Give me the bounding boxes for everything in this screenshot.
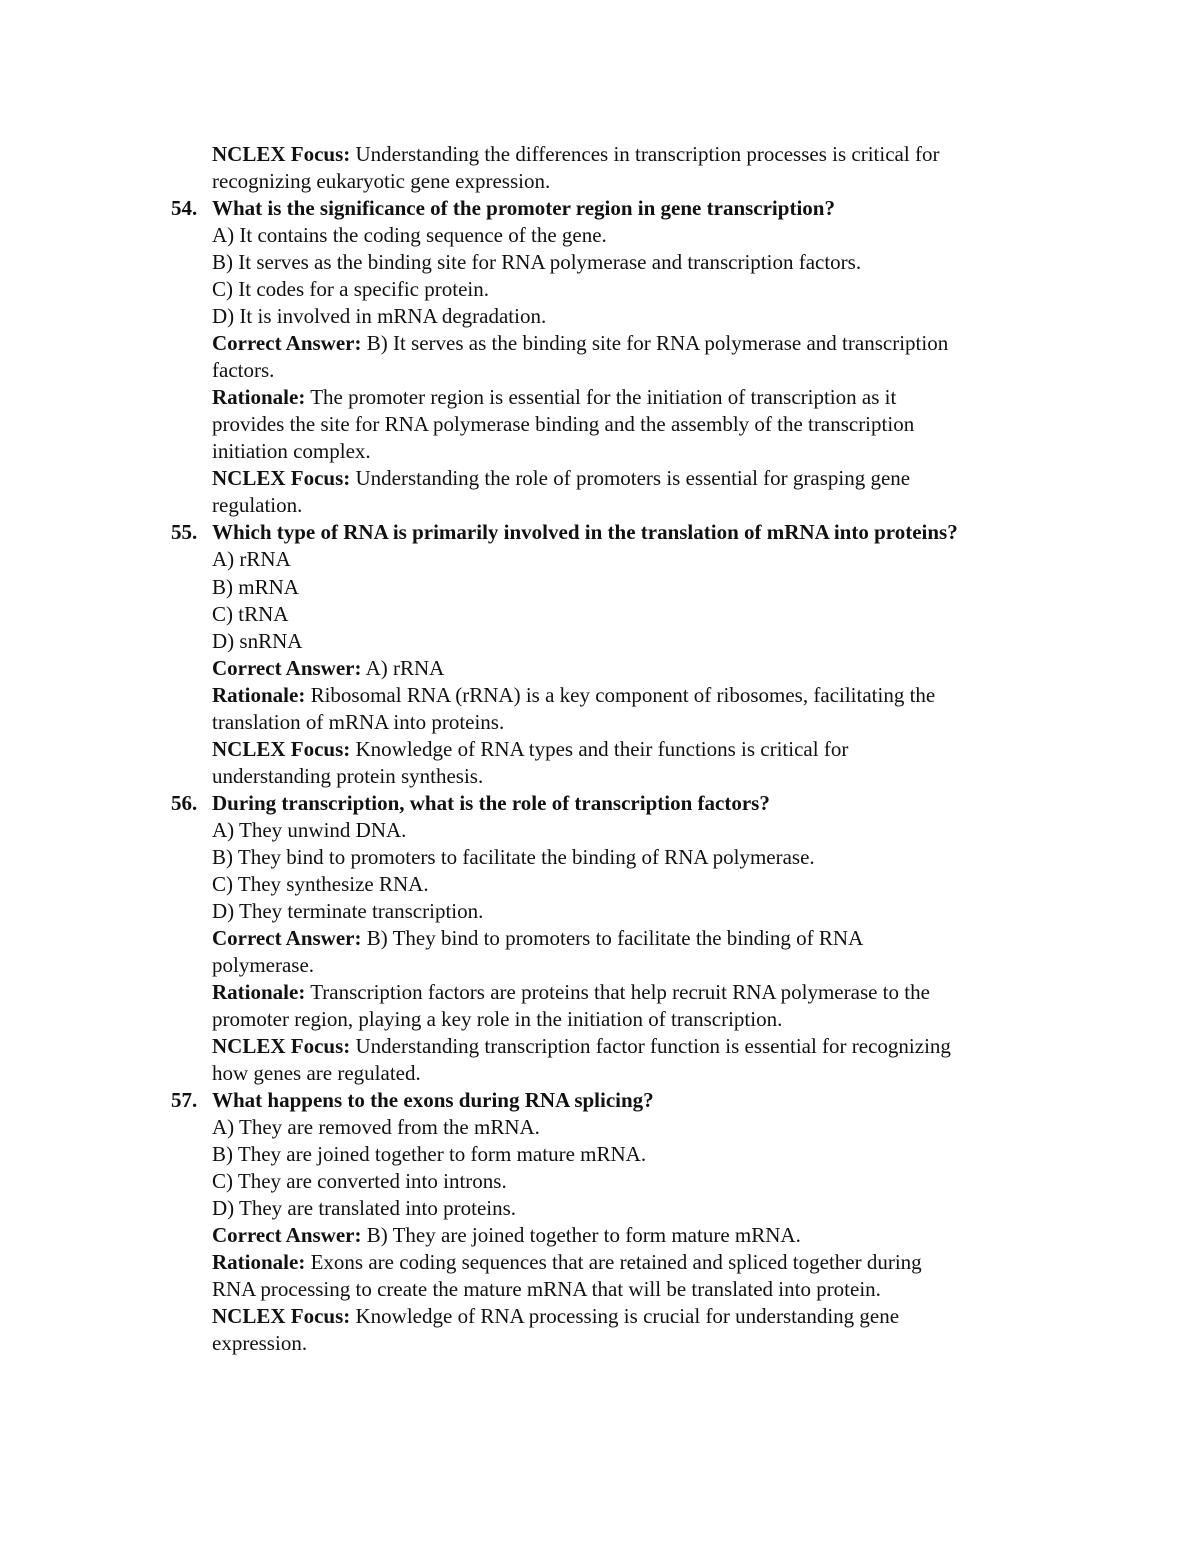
- question-heading: [0, 790, 1200, 817]
- correct-answer-text: factors.: [212, 358, 275, 383]
- question-text: What happens to the exons during RNA splicing?: [212, 1088, 654, 1113]
- nclex-focus-line: [0, 141, 1200, 168]
- question-number: 54.: [171, 196, 198, 221]
- answer-option: D) snRNA: [212, 628, 303, 653]
- answer-option: B) They are joined together to form mature mRNA.: [212, 1142, 647, 1167]
- rationale-line: [0, 384, 1200, 411]
- answer-option: C) They synthesize RNA.: [212, 871, 429, 896]
- nclex-focus-label: NCLEX Focus:: [212, 466, 351, 491]
- correct-answer-text: polymerase.: [212, 952, 315, 977]
- nclex-focus-text: Knowledge of RNA processing is crucial for understanding gene: [350, 1304, 900, 1329]
- answer-option: B) It serves as the binding site for RNA polymerase and transcription factors.: [212, 250, 862, 275]
- answer-option: C) They are converted into introns.: [212, 1169, 507, 1194]
- rationale-text: provides the site for RNA polymerase binding and the assembly of the transcription: [212, 412, 915, 437]
- rationale-label: Rationale:: [212, 979, 306, 1004]
- correct-answer-line: [0, 357, 1200, 384]
- nclex-focus-text: how genes are regulated.: [212, 1061, 421, 1086]
- question-text: Which type of RNA is primarily involved in the translation of mRNA into proteins?: [212, 520, 958, 545]
- rationale-line: [0, 1006, 1200, 1033]
- answer-option: D) They terminate transcription.: [212, 898, 484, 923]
- nclex-focus-text: Understanding the role of promoters is essential for grasping gene: [350, 466, 911, 491]
- rationale-label: Rationale:: [212, 682, 306, 707]
- nclex-focus-text: expression.: [212, 1331, 308, 1356]
- rationale-text: initiation complex.: [212, 439, 371, 464]
- correct-answer-line: [0, 952, 1200, 979]
- answer-option: D) They are translated into proteins.: [212, 1196, 517, 1221]
- rationale-label: Rationale:: [212, 1250, 306, 1275]
- rationale-line: [0, 1276, 1200, 1303]
- answer-option: A) rRNA: [212, 547, 291, 572]
- nclex-focus-text: recognizing eukaryotic gene expression.: [212, 169, 551, 194]
- rationale-line: [0, 682, 1200, 709]
- correct-answer-label: Correct Answer:: [212, 655, 362, 680]
- question-number: 56.: [171, 790, 198, 815]
- nclex-focus-line: [0, 736, 1200, 763]
- rationale-label: Rationale:: [212, 385, 306, 410]
- nclex-focus-label: NCLEX Focus:: [212, 142, 351, 166]
- correct-answer-line: [0, 1222, 1200, 1249]
- nclex-focus-line: [0, 1330, 1200, 1357]
- nclex-focus-label: NCLEX Focus:: [212, 736, 351, 761]
- answer-option: A) It contains the coding sequence of the gene.: [212, 223, 607, 248]
- answer-option: A) They are removed from the mRNA.: [212, 1115, 540, 1140]
- correct-answer-line: [0, 330, 1200, 357]
- question-number: 57.: [171, 1088, 198, 1113]
- correct-answer-line: [0, 925, 1200, 952]
- rationale-line: [0, 1249, 1200, 1276]
- rationale-line: [0, 411, 1200, 438]
- rationale-line: [0, 438, 1200, 465]
- rationale-text: Ribosomal RNA (rRNA) is a key component of ribosomes, facilitating the: [305, 682, 936, 707]
- question-text: During transcription, what is the role of transcription factors?: [212, 790, 770, 815]
- nclex-focus-text: understanding protein synthesis.: [212, 763, 484, 788]
- rationale-text: RNA processing to create the mature mRNA that will be translated into protein.: [212, 1277, 881, 1302]
- nclex-focus-line: [0, 1033, 1200, 1060]
- correct-answer-line: [0, 655, 1200, 682]
- correct-answer-text: B) They bind to promoters to facilitate the binding of RNA: [361, 925, 864, 950]
- nclex-focus-line: [0, 763, 1200, 790]
- nclex-focus-line: [0, 465, 1200, 492]
- nclex-focus-line: [0, 492, 1200, 519]
- rationale-text: Transcription factors are proteins that help recruit RNA polymerase to the: [305, 979, 930, 1004]
- correct-answer-text: B) It serves as the binding site for RNA polymerase and transcription: [361, 331, 949, 356]
- question-text: What is the significance of the promoter region in gene transcription?: [212, 196, 835, 221]
- nclex-focus-line: [0, 168, 1200, 195]
- rationale-text: Exons are coding sequences that are retained and spliced together during: [305, 1250, 922, 1275]
- nclex-focus-text: Understanding transcription factor function is essential for recognizing: [350, 1034, 951, 1059]
- answer-option: A) They unwind DNA.: [212, 817, 407, 842]
- nclex-focus-line: [0, 1303, 1200, 1330]
- nclex-focus-text: Understanding the differences in transcription processes is critical for: [350, 142, 940, 166]
- nclex-focus-label: NCLEX Focus:: [212, 1034, 351, 1059]
- nclex-focus-line: [0, 1060, 1200, 1087]
- correct-answer-label: Correct Answer:: [212, 925, 362, 950]
- answer-option: B) They bind to promoters to facilitate the binding of RNA polymerase.: [212, 844, 815, 869]
- correct-answer-text: B) They are joined together to form mature mRNA.: [361, 1223, 801, 1248]
- answer-option: B) mRNA: [212, 574, 299, 599]
- answer-option: D) It is involved in mRNA degradation.: [212, 304, 547, 329]
- rationale-line: [0, 709, 1200, 736]
- question-heading: [0, 195, 1200, 222]
- correct-answer-text: A) rRNA: [361, 655, 445, 680]
- correct-answer-label: Correct Answer:: [212, 1223, 362, 1248]
- nclex-focus-label: NCLEX Focus:: [212, 1304, 351, 1329]
- answer-option: C) tRNA: [212, 601, 289, 626]
- question-number: 55.: [171, 520, 198, 545]
- correct-answer-label: Correct Answer:: [212, 331, 362, 356]
- rationale-text: translation of mRNA into proteins.: [212, 709, 505, 734]
- question-heading: [0, 519, 1200, 546]
- document-page: [0, 141, 1200, 1357]
- rationale-text: The promoter region is essential for the initiation of transcription as it: [305, 385, 897, 410]
- nclex-focus-text: Knowledge of RNA types and their functions is critical for: [350, 736, 849, 761]
- rationale-text: promoter region, playing a key role in the initiation of transcription.: [212, 1007, 783, 1031]
- answer-option: C) It codes for a specific protein.: [212, 277, 489, 302]
- question-heading: [0, 1087, 1200, 1114]
- nclex-focus-text: regulation.: [212, 493, 303, 518]
- rationale-line: [0, 979, 1200, 1006]
